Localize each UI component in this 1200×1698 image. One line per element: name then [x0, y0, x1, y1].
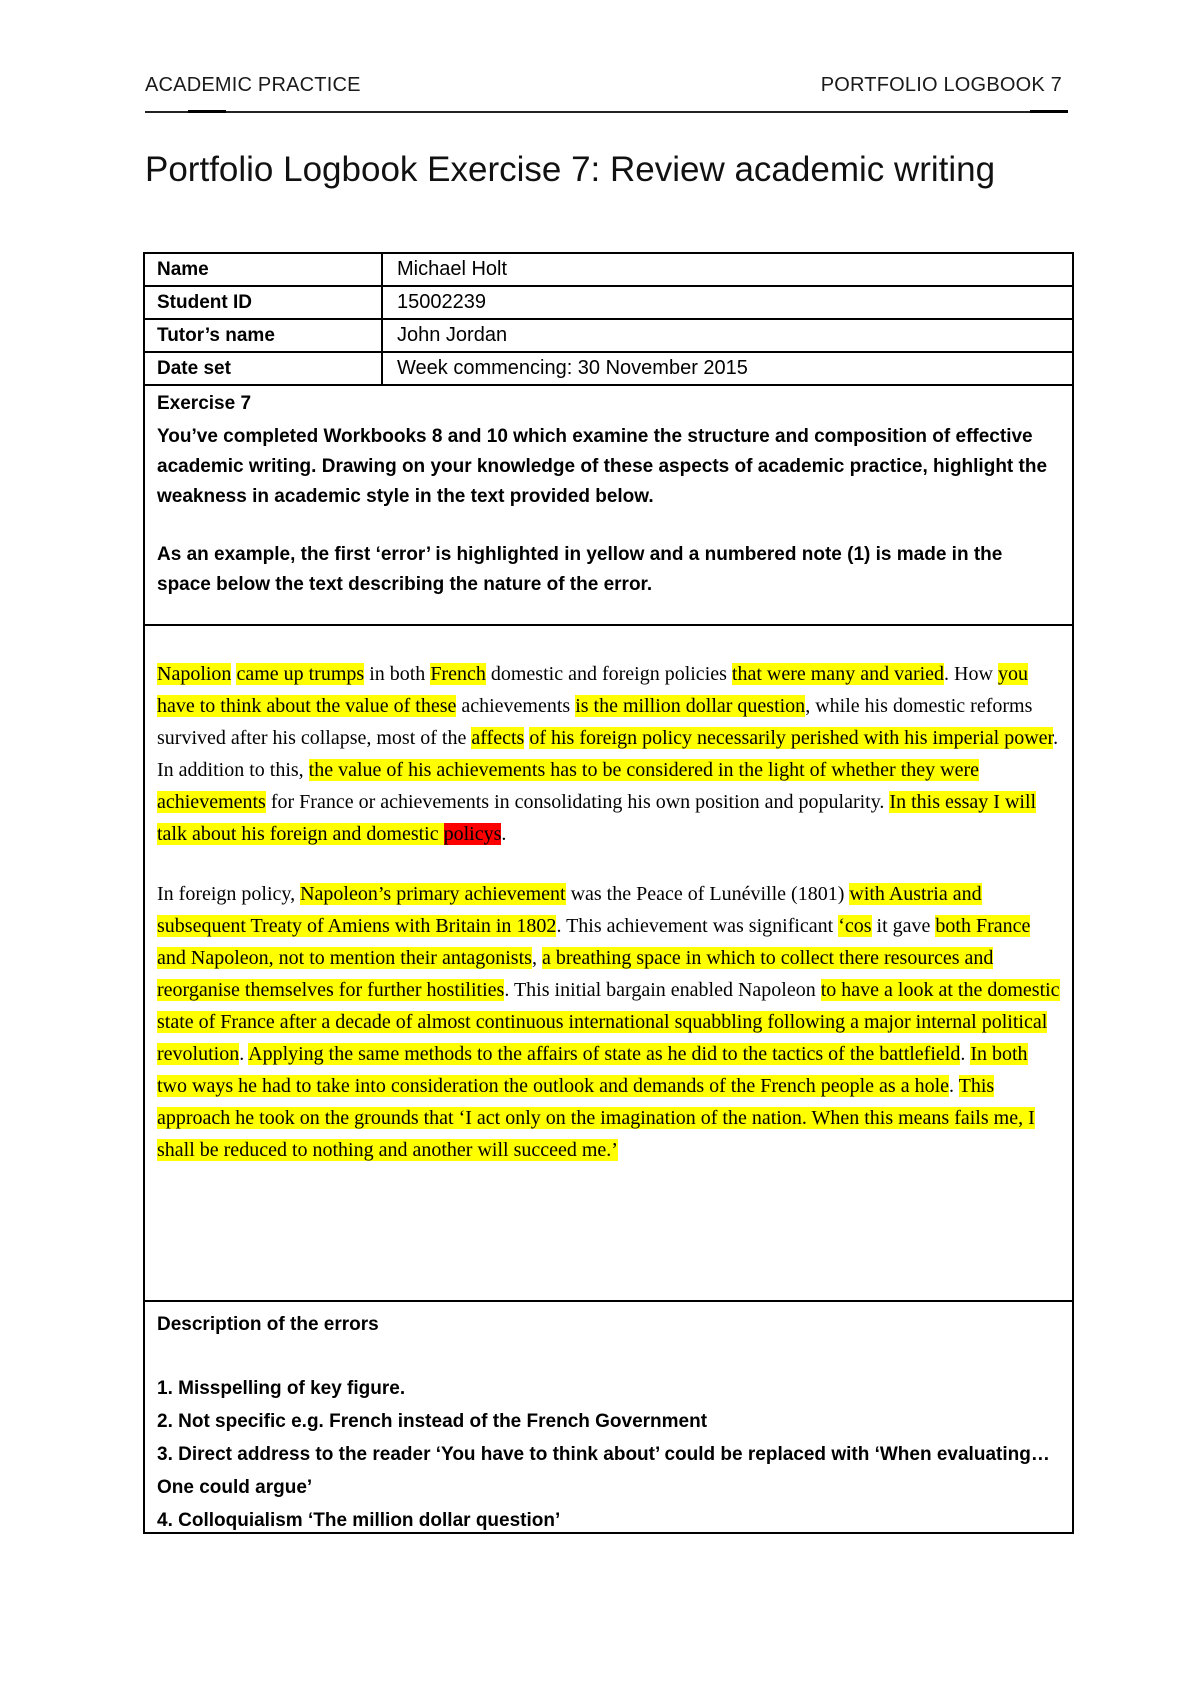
highlighted-error: In both two ways he had to take into consideration the outlook and demands of the French people as a hole	[157, 1043, 1028, 1097]
info-value: 15002239	[397, 291, 486, 313]
info-label: Date set	[145, 353, 383, 384]
info-row	[145, 320, 1072, 353]
error-item: 2. Not specific e.g. French instead of the French Government	[157, 1411, 708, 1432]
essay-text-run: domestic and foreign policies	[485, 663, 732, 685]
exercise-title: Exercise 7	[157, 393, 252, 414]
info-row	[145, 287, 1072, 320]
error-list	[157, 1372, 1060, 1537]
header-rule-accent-right	[1030, 110, 1068, 113]
essay-text-run: .	[501, 823, 507, 845]
highlighted-error: Napolion	[157, 663, 232, 685]
highlighted-error: came up trumps	[236, 663, 365, 685]
header-rule	[145, 111, 1062, 113]
essay-text-run: , while his domestic reforms survived after his collapse, most of the	[157, 695, 1033, 749]
info-label: Name	[145, 254, 383, 285]
essay-paragraph	[157, 658, 1062, 850]
essay-paragraph	[157, 878, 1062, 1166]
page-title: Portfolio Logbook Exercise 7: Review academic writing	[145, 150, 996, 189]
spelling-error-highlight: policys	[443, 823, 502, 845]
essay-text-run: . In addition to this,	[157, 727, 1059, 781]
essay-text-run: .	[949, 1075, 959, 1097]
highlighted-error: affects	[471, 727, 525, 749]
essay-text-run: . How	[944, 663, 998, 685]
highlighted-error: a breathing space in which to collect there resources and reorganise themselves for further hostilities	[157, 947, 994, 1001]
essay-text-run: it gave	[871, 915, 936, 937]
exercise-paragraph: As an example, the first ‘error’ is highlighted in yellow and a numbered note (1) is made in the space below the text describing the nature of the error.	[157, 544, 1003, 595]
info-value: Week commencing: 30 November 2015	[397, 357, 748, 379]
header-right: PORTFOLIO LOGBOOK 7	[820, 74, 1062, 96]
highlighted-error: the value of his achievements has to be considered in the light of whether they were achievements	[157, 759, 980, 813]
info-label: Student ID	[145, 287, 383, 318]
header-left: ACADEMIC PRACTICE	[145, 74, 361, 96]
essay-text	[145, 626, 1072, 1302]
highlighted-error: In this essay I will talk about his foreign and domestic	[157, 791, 1037, 845]
essay-text-run: was the Peace of Lunéville (1801)	[565, 883, 850, 905]
info-row	[145, 254, 1072, 287]
error-item: 4. Colloquialism ‘The million dollar question’	[157, 1510, 561, 1531]
highlighted-error: ‘cos	[838, 915, 872, 937]
info-label: Tutor’s name	[145, 320, 383, 351]
error-description	[145, 1302, 1072, 1532]
essay-text-run: achievements	[456, 695, 576, 717]
highlighted-error: to have a look at the domestic state of France after a decade of almost continuous international squabbling following a major internal political revolution	[157, 979, 1060, 1065]
essay-text-run: for France or achievements in consolidating his own position and popularity.	[265, 791, 890, 813]
exercise-instructions	[145, 386, 1072, 626]
essay-text-run: .	[239, 1043, 249, 1065]
highlighted-error: that were many and varied	[731, 663, 945, 685]
logbook-table	[143, 252, 1074, 1534]
highlighted-error: Applying the same methods to the affairs of state as he did to the tactics of the battlefield	[248, 1043, 961, 1065]
info-value: John Jordan	[397, 324, 508, 346]
info-value: Michael Holt	[397, 258, 508, 280]
highlighted-error: of his foreign policy necessarily perished with his imperial power	[529, 727, 1054, 749]
essay-text-run: .	[960, 1043, 971, 1065]
highlighted-error: Napoleon’s primary achievement	[300, 883, 566, 905]
highlighted-error: both France and Napoleon, not to mention their antagonists	[157, 915, 1031, 969]
highlighted-error: French	[430, 663, 486, 685]
essay-text-run: . This achievement was significant	[556, 915, 839, 937]
highlighted-error: is the million dollar question	[575, 695, 806, 717]
exercise-paragraph: You’ve completed Workbooks 8 and 10 which examine the structure and composition of effective academic writing. Drawing on your knowledge of these aspects of academic practice, highlight the weakness in academic style in the text provided below.	[157, 426, 1048, 507]
highlighted-error: with Austria and subsequent Treaty of Amiens with Britain in 1802	[157, 883, 982, 937]
essay-text-run: In foreign policy,	[157, 883, 301, 905]
essay-text-run: ,	[531, 947, 542, 969]
error-item: 1. Misspelling of key figure.	[157, 1378, 406, 1399]
description-title: Description of the errors	[157, 1314, 379, 1335]
info-row	[145, 353, 1072, 386]
error-item: 3. Direct address to the reader ‘You have to think about’ could be replaced with ‘When evaluating… One could argue’	[157, 1444, 1050, 1498]
highlighted-error: This approach he took on the grounds that ‘I act only on the imagination of the nation. When this means fails me, I shall be reduced to nothing and another will succeed me.’	[157, 1075, 1035, 1161]
essay-text-run: in both	[364, 663, 431, 685]
essay-text-run: . This initial bargain enabled Napoleon	[504, 979, 821, 1001]
highlighted-error: you have to think about the value of these	[157, 663, 1028, 717]
header-rule-accent-left	[188, 110, 226, 113]
